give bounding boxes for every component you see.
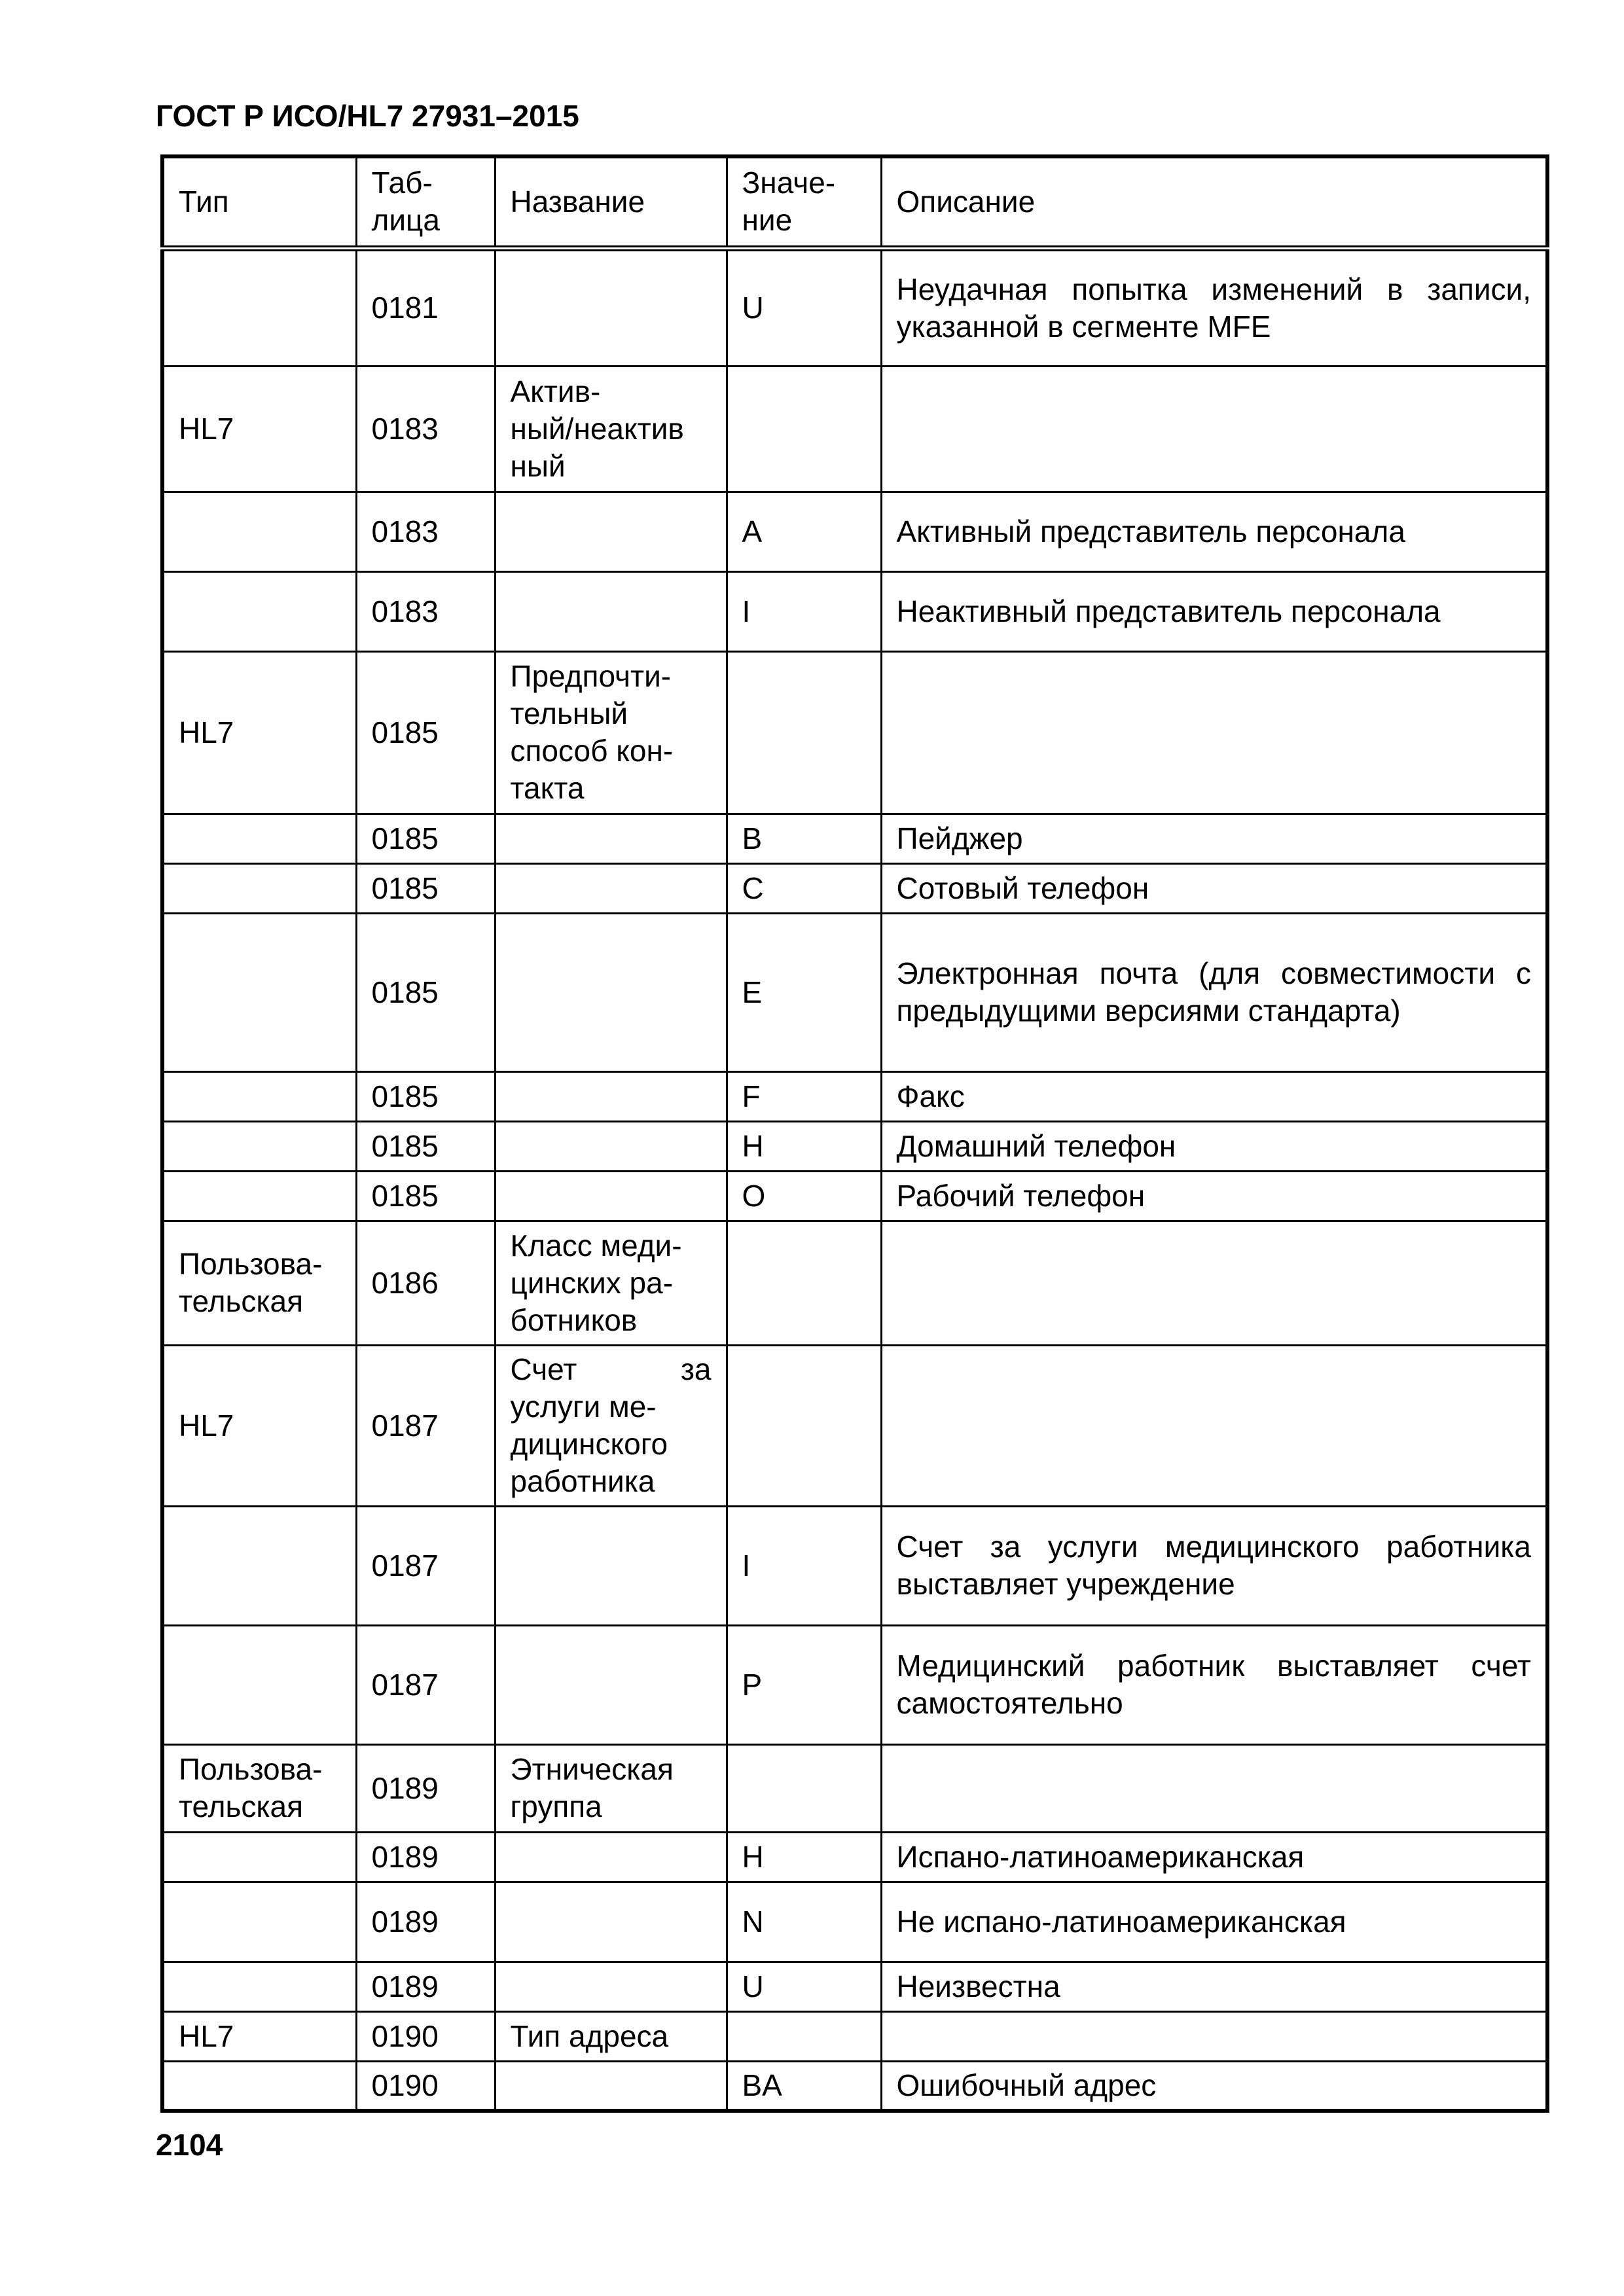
cell-value: U: [727, 248, 881, 366]
cell-description: Неудачная попытка изменений в записи, указанной в сегменте MFE: [881, 248, 1547, 366]
table-row: [162, 248, 1547, 366]
cell-value: N: [727, 1882, 881, 1962]
cell-description: [881, 1345, 1547, 1506]
table-row: [162, 492, 1547, 571]
table-row: [162, 571, 1547, 651]
cell-table: 0185: [356, 1171, 495, 1221]
cell-table: 0190: [356, 2061, 495, 2111]
cell-value: F: [727, 1071, 881, 1121]
cell-name: [495, 1882, 727, 1962]
cell-value: I: [727, 571, 881, 651]
table-row: [162, 1121, 1547, 1171]
cell-table: 0185: [356, 814, 495, 863]
cell-table: 0185: [356, 863, 495, 913]
cell-value: B: [727, 814, 881, 863]
cell-type: [162, 571, 356, 651]
cell-name: [495, 1171, 727, 1221]
cell-type: HL7: [162, 366, 356, 492]
cell-name: [495, 571, 727, 651]
cell-value: C: [727, 863, 881, 913]
cell-description: [881, 2011, 1547, 2061]
cell-value: H: [727, 1832, 881, 1882]
cell-table: 0187: [356, 1506, 495, 1625]
cell-type: [162, 1506, 356, 1625]
cell-table: 0189: [356, 1832, 495, 1882]
cell-table: 0185: [356, 1121, 495, 1171]
cell-description: Ошибочный адрес: [881, 2061, 1547, 2111]
header-description: Описание: [881, 156, 1547, 248]
cell-description: Не испано-латиноамериканская: [881, 1882, 1547, 1962]
cell-type: [162, 1962, 356, 2011]
table-header-row: [162, 156, 1547, 248]
cell-table: 0189: [356, 1744, 495, 1832]
table-row: [162, 1882, 1547, 1962]
cell-description: Медицинский работник выставляет счет самостоятельно: [881, 1625, 1547, 1744]
cell-name: [495, 863, 727, 913]
table-row: [162, 1625, 1547, 1744]
header-table: Таб- лица: [356, 156, 495, 248]
table-row: [162, 366, 1547, 492]
table-row: [162, 1345, 1547, 1506]
cell-table: 0183: [356, 366, 495, 492]
cell-name: [495, 492, 727, 571]
cell-description: Пейджер: [881, 814, 1547, 863]
cell-name: [495, 814, 727, 863]
cell-name: Класс меди- цинских ра- ботников: [495, 1221, 727, 1345]
cell-name: [495, 248, 727, 366]
cell-type: [162, 492, 356, 571]
header-value: Значе- ние: [727, 156, 881, 248]
header-type: Тип: [162, 156, 356, 248]
cell-table: 0183: [356, 492, 495, 571]
table-row: [162, 1744, 1547, 1832]
cell-name: Актив- ный/неактив ный: [495, 366, 727, 492]
cell-value: U: [727, 1962, 881, 2011]
cell-type: [162, 1625, 356, 1744]
cell-type: Пользова- тельская: [162, 1744, 356, 1832]
cell-name: [495, 913, 727, 1071]
cell-type: [162, 2061, 356, 2111]
cell-name: Предпочти- тельный способ кон- такта: [495, 651, 727, 814]
table-row: [162, 1506, 1547, 1625]
table-row: [162, 1832, 1547, 1882]
cell-name: [495, 1071, 727, 1121]
cell-description: Рабочий телефон: [881, 1171, 1547, 1221]
cell-value: E: [727, 913, 881, 1071]
cell-type: [162, 1882, 356, 1962]
cell-name: [495, 1962, 727, 2011]
table-row: [162, 1071, 1547, 1121]
cell-name: [495, 2061, 727, 2111]
cell-type: [162, 1832, 356, 1882]
cell-name: [495, 1121, 727, 1171]
cell-value: [727, 2011, 881, 2061]
cell-name: [495, 1625, 727, 1744]
cell-type: Пользова- тельская: [162, 1221, 356, 1345]
cell-description: Активный представитель персонала: [881, 492, 1547, 571]
cell-name: [495, 1832, 727, 1882]
cell-table: 0187: [356, 1625, 495, 1744]
cell-value: A: [727, 492, 881, 571]
cell-name: Тип адреса: [495, 2011, 727, 2061]
cell-description: [881, 366, 1547, 492]
codes-table: [160, 154, 1549, 2113]
document-header: ГОСТ Р ИСО/HL7 27931–2015: [156, 99, 579, 133]
cell-description: [881, 1744, 1547, 1832]
table-row: [162, 2061, 1547, 2111]
cell-table: 0181: [356, 248, 495, 366]
header-name: Название: [495, 156, 727, 248]
cell-value: BA: [727, 2061, 881, 2111]
cell-table: 0186: [356, 1221, 495, 1345]
page-number: 2104: [156, 2128, 223, 2162]
cell-type: HL7: [162, 1345, 356, 1506]
cell-type: [162, 1071, 356, 1121]
cell-value: [727, 366, 881, 492]
cell-value: H: [727, 1121, 881, 1171]
cell-type: [162, 1171, 356, 1221]
table-row: [162, 863, 1547, 913]
cell-value: I: [727, 1506, 881, 1625]
cell-description: Испано-латиноамериканская: [881, 1832, 1547, 1882]
cell-description: Счет за услуги медицинского работника выставляет учреждение: [881, 1506, 1547, 1625]
cell-table: 0189: [356, 1882, 495, 1962]
cell-name: Счет за услуги ме- дицинского работника: [495, 1345, 727, 1506]
cell-name: Этническая группа: [495, 1744, 727, 1832]
cell-table: 0190: [356, 2011, 495, 2061]
cell-description: Сотовый телефон: [881, 863, 1547, 913]
cell-name: [495, 1506, 727, 1625]
table-row: [162, 651, 1547, 814]
cell-table: 0185: [356, 913, 495, 1071]
cell-type: [162, 248, 356, 366]
cell-type: [162, 814, 356, 863]
cell-value: O: [727, 1171, 881, 1221]
cell-table: 0185: [356, 1071, 495, 1121]
cell-description: Факс: [881, 1071, 1547, 1121]
cell-description: [881, 1221, 1547, 1345]
cell-type: HL7: [162, 651, 356, 814]
cell-type: [162, 863, 356, 913]
cell-table: 0183: [356, 571, 495, 651]
cell-type: [162, 913, 356, 1071]
cell-type: [162, 1121, 356, 1171]
cell-description: Домашний телефон: [881, 1121, 1547, 1171]
table-row: [162, 1171, 1547, 1221]
cell-value: [727, 1221, 881, 1345]
cell-table: 0189: [356, 1962, 495, 2011]
cell-value: [727, 651, 881, 814]
table-row: [162, 814, 1547, 863]
cell-value: P: [727, 1625, 881, 1744]
table-row: [162, 1221, 1547, 1345]
table-row: [162, 1962, 1547, 2011]
cell-description: [881, 651, 1547, 814]
cell-table: 0187: [356, 1345, 495, 1506]
table-row: [162, 913, 1547, 1071]
cell-description: Неактивный представитель персонала: [881, 571, 1547, 651]
cell-table: 0185: [356, 651, 495, 814]
cell-description: Электронная почта (для совместимости с предыдущими версиями стандарта): [881, 913, 1547, 1071]
cell-description: Неизвестна: [881, 1962, 1547, 2011]
cell-value: [727, 1744, 881, 1832]
cell-type: HL7: [162, 2011, 356, 2061]
cell-value: [727, 1345, 881, 1506]
table-row: [162, 2011, 1547, 2061]
